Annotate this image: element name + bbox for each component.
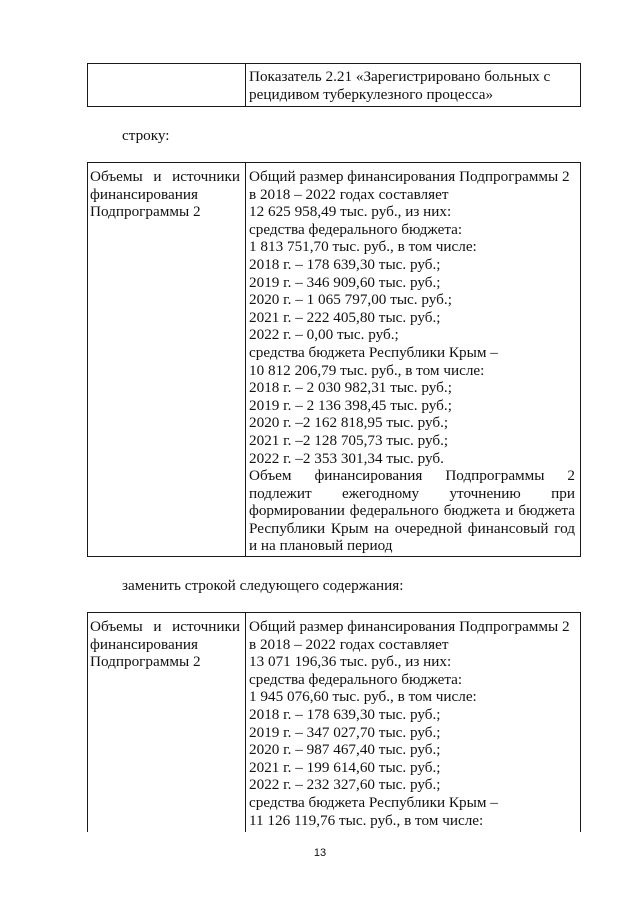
label-cell [88,613,246,833]
content-cell [246,163,581,557]
table-row [88,64,581,107]
content-line: Общий размер финансирования Подпрограммы 2 [249,168,570,185]
content-line: 2019 г. – 346 909,60 тыс. руб.; [249,273,441,291]
content-line: 2021 г. – 222 405,80 тыс. руб.; [249,308,441,326]
content-line: 11 126 119,76 тыс. руб., в том числе: [249,811,484,829]
content-line: 2020 г. –2 162 818,95 тыс. руб.; [249,414,449,432]
table-row [88,613,581,833]
content-line: средства бюджета Республики Крым – [249,793,498,811]
content-line: и на плановый период [249,537,393,555]
label-line: финансирования [90,185,198,203]
indicator-line: рецидивом туберкулезного процесса» [249,85,494,103]
content-line: в 2018 – 2022 годах составляет [249,185,449,203]
content-line: 2020 г. – 987 467,40 тыс. руб.; [249,741,441,759]
content-line: средства бюджета Республики Крым – [249,343,498,361]
old-financing-table [87,162,581,557]
content-line: средства федерального бюджета: [249,670,463,688]
label-line: Объемы и источники [90,168,240,185]
content-line: 2019 г. – 347 027,70 тыс. руб.; [249,723,441,741]
indicator-line: Показатель 2.21 «Зарегистрировано больных с [249,68,551,85]
page-number: 13 [313,847,327,859]
content-line: 13 071 196,36 тыс. руб., из них: [249,653,452,671]
content-line: 12 625 958,49 тыс. руб., из них: [249,203,452,221]
content-line: формировании федерального бюджета и бюджета [249,502,575,520]
content-line: 1 813 751,70 тыс. руб., в том числе: [249,238,477,256]
content-line: 2021 г. –2 128 705,73 тыс. руб.; [249,431,449,449]
table-row [88,163,581,557]
indicator-table [87,63,581,107]
label-line: Объемы и источники [90,618,240,635]
content-line: в 2018 – 2022 годах составляет [249,635,449,653]
intro-text: строку: [122,127,170,144]
content-line: 2018 г. – 2 030 982,31 тыс. руб.; [249,379,452,397]
indicator-cell [246,64,581,107]
content-cell [246,613,581,833]
empty-cell [88,64,246,107]
content-line: Общий размер финансирования Подпрограммы 2 [249,618,570,635]
label-line: финансирования [90,635,198,653]
content-line: 2018 г. – 178 639,30 тыс. руб.; [249,255,441,273]
content-line: 1 945 076,60 тыс. руб., в том числе: [249,688,477,706]
label-line: Подпрограммы 2 [90,203,201,221]
content-line: средства федерального бюджета: [249,220,463,238]
new-financing-table [87,612,581,832]
label-cell [88,163,246,557]
content-line: подлежит ежегодному уточнению при [249,484,575,502]
content-line: 2022 г. –2 353 301,34 тыс. руб. [249,449,444,467]
content-line: 2019 г. – 2 136 398,45 тыс. руб.; [249,396,452,414]
content-line: Объем финансирования Подпрограммы 2 [249,467,575,485]
content-line: 10 812 206,79 тыс. руб., в том числе: [249,361,485,379]
replace-text: заменить строкой следующего содержания: [122,577,404,594]
label-line: Подпрограммы 2 [90,653,201,671]
content-line: 2021 г. – 199 614,60 тыс. руб.; [249,758,441,776]
content-line: 2020 г. – 1 065 797,00 тыс. руб.; [249,291,452,309]
content-line: Республики Крым на очередной финансовый год [249,519,575,537]
content-line: 2022 г. – 0,00 тыс. руб.; [249,326,399,344]
content-line: 2018 г. – 178 639,30 тыс. руб.; [249,705,441,723]
content-line: 2022 г. – 232 327,60 тыс. руб.; [249,776,441,794]
